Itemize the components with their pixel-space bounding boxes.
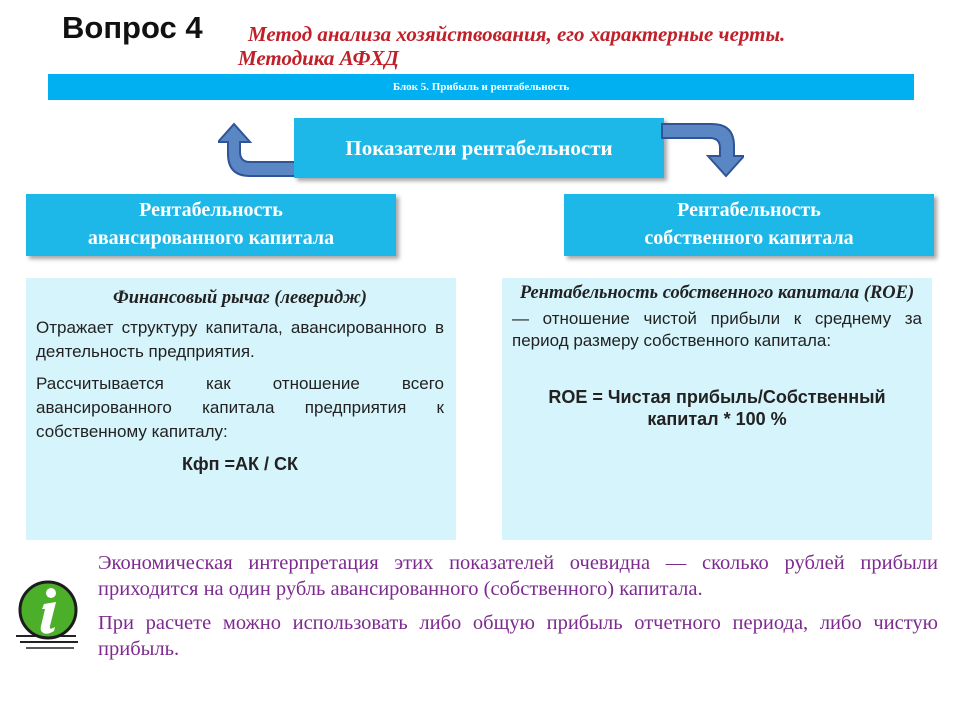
curved-arrow-down-right-icon — [660, 120, 744, 178]
profitability-indicators-box: Показатели рентабельности — [294, 118, 664, 178]
roe-panel — [502, 278, 932, 540]
slide-title-line1: Метод анализа хозяйствования, его характерные черты. — [248, 22, 786, 46]
financial-leverage-panel — [26, 278, 456, 540]
left-panel-para2: Рассчитывается как отношение всего авансированного капитала предприятия к собственному капиталу: — [36, 374, 444, 441]
curved-arrow-up-left-icon — [218, 122, 302, 180]
block-bar: Блок 5. Прибыль и рентабельность — [48, 74, 914, 100]
right-head-line1: Рентабельность — [677, 199, 821, 221]
bottom-para2: При расчете можно использовать либо общую прибыль отчетного периода, либо чистую прибыль. — [98, 612, 938, 660]
info-icon — [16, 578, 80, 658]
right-panel-para1: — отношение чистой прибыли к среднему за период размеру собственного капитала: — [512, 309, 922, 350]
right-panel-formula: ROE = Чистая прибыль/Собственный капитал * 100 % — [548, 387, 886, 429]
right-head-line2: собственного капитала — [644, 227, 854, 249]
left-panel-title: Финансовый рычаг (леверидж) — [113, 288, 367, 308]
equity-profitability-header — [564, 194, 934, 256]
right-panel-title: Рентабельность собственного капитала (ROE) — [519, 283, 915, 303]
left-head-line1: Рентабельность — [139, 199, 283, 221]
advanced-capital-profitability-header — [26, 194, 396, 256]
left-panel-formula: Кфп =АК / СК — [181, 454, 299, 474]
bottom-commentary — [98, 550, 938, 662]
left-head-line2: авансированного капитала — [87, 227, 335, 249]
slide-title — [238, 22, 938, 70]
bottom-para1: Экономическая интерпретация этих показателей очевидна — сколько рублей прибыли приходится на один рубль авансированного (собственного) капитала. — [98, 552, 938, 600]
slide-title-line2: Методика АФХД — [238, 46, 399, 70]
question-label: Вопрос 4 — [62, 10, 203, 45]
left-panel-para1: Отражает структуру капитала, авансированного в деятельность предприятия. — [36, 318, 444, 361]
